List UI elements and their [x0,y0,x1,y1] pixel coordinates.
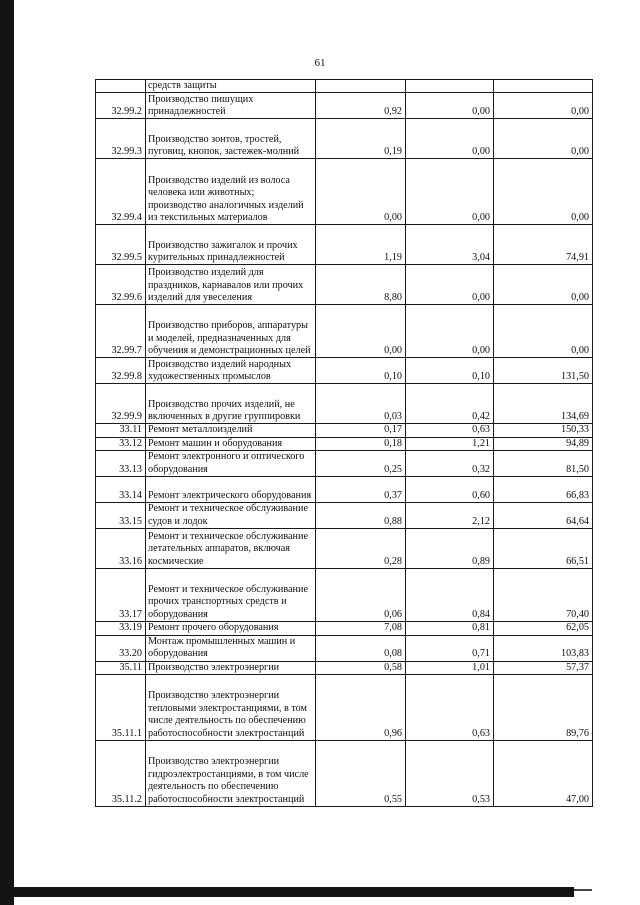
row-value-3: 66,51 [494,529,593,569]
row-value-1: 0,25 [316,451,406,477]
table-row [96,358,593,384]
row-value-2: 1,01 [406,661,494,674]
row-name: Производство прочих изделий, не включенных в другие группировки [146,384,316,424]
row-name: Ремонт и техническое обслуживание прочих транспортных средств и оборудования [146,569,316,622]
table-row [96,384,593,424]
row-value-3: 70,40 [494,569,593,622]
row-value-2: 0,00 [406,119,494,159]
row-code: 32.99.2 [96,93,146,119]
row-value-3: 57,37 [494,661,593,674]
row-value-2: 0,89 [406,529,494,569]
table-row [96,119,593,159]
row-value-3: 0,00 [494,159,593,225]
row-value-3: 0,00 [494,265,593,305]
row-code: 35.11.2 [96,741,146,807]
scan-edge-left [0,0,14,905]
row-value-2: 0,00 [406,159,494,225]
row-value-2: 2,12 [406,503,494,529]
row-name: Ремонт и техническое обслуживание судов и лодок [146,503,316,529]
table-row [96,80,593,93]
row-name: средств защиты [146,80,316,93]
row-code: 33.17 [96,569,146,622]
table-row [96,675,593,741]
row-code: 33.11 [96,424,146,437]
row-name: Монтаж промышленных машин и оборудования [146,635,316,661]
row-code: 33.19 [96,622,146,635]
row-value-2: 0,63 [406,675,494,741]
row-value-3: 94,89 [494,437,593,450]
row-name: Ремонт прочего оборудования [146,622,316,635]
table-row [96,159,593,225]
row-value-3: 62,05 [494,622,593,635]
table-row [96,305,593,358]
row-value-2: 0,10 [406,358,494,384]
row-name: Производство зонтов, тростей, пуговиц, кнопок, застежек-молний [146,119,316,159]
row-value-1: 0,19 [316,119,406,159]
row-value-3: 66,83 [494,477,593,503]
row-name: Ремонт электронного и оптического оборудования [146,451,316,477]
row-value-1: 0,08 [316,635,406,661]
row-value-3: 103,83 [494,635,593,661]
table-row [96,661,593,674]
row-value-2: 1,21 [406,437,494,450]
row-value-1: 7,08 [316,622,406,635]
row-value-1: 8,80 [316,265,406,305]
row-value-3: 134,69 [494,384,593,424]
row-value-1: 0,28 [316,529,406,569]
row-value-1: 0,88 [316,503,406,529]
page-number: 61 [314,57,326,69]
row-code: 32.99.5 [96,225,146,265]
row-name: Ремонт электрического оборудования [146,477,316,503]
row-value-1: 0,96 [316,675,406,741]
row-code [96,80,146,93]
row-value-1: 0,58 [316,661,406,674]
row-code: 33.13 [96,451,146,477]
row-name: Производство приборов, аппаратуры и моделей, предназначенных для обучения и демонстрационных целей [146,305,316,358]
table-row [96,424,593,437]
row-code: 33.12 [96,437,146,450]
row-code: 33.16 [96,529,146,569]
table-row [96,503,593,529]
row-value-1: 0,06 [316,569,406,622]
row-code: 33.14 [96,477,146,503]
scan-edge-bottom-tail [574,889,592,891]
row-value-3: 64,64 [494,503,593,529]
row-code: 32.99.3 [96,119,146,159]
row-value-1: 0,03 [316,384,406,424]
scan-edge-bottom [14,887,574,897]
row-name: Производство пишущих принадлежностей [146,93,316,119]
row-name: Производство изделий для праздников, карнавалов или прочих изделий для увеселения [146,265,316,305]
row-value-3: 150,33 [494,424,593,437]
row-value-3: 47,00 [494,741,593,807]
row-value-1: 0,00 [316,159,406,225]
row-code: 35.11 [96,661,146,674]
row-name: Ремонт металлоизделий [146,424,316,437]
table-row [96,529,593,569]
row-value-2 [406,80,494,93]
table-row [96,635,593,661]
row-name: Производство изделий из волоса человека или животных; производство аналогичных изделий из текстильных материалов [146,159,316,225]
row-value-2: 0,63 [406,424,494,437]
row-value-2: 0,60 [406,477,494,503]
row-value-2: 0,00 [406,265,494,305]
row-value-1: 0,18 [316,437,406,450]
row-value-3: 0,00 [494,119,593,159]
row-value-2: 0,32 [406,451,494,477]
row-value-2: 0,42 [406,384,494,424]
row-value-1: 0,92 [316,93,406,119]
row-code: 33.20 [96,635,146,661]
row-name: Ремонт и техническое обслуживание летательных аппаратов, включая космические [146,529,316,569]
row-code: 32.99.6 [96,265,146,305]
row-value-2: 0,71 [406,635,494,661]
row-value-1: 0,55 [316,741,406,807]
row-value-1: 0,37 [316,477,406,503]
data-table [95,79,593,807]
row-name: Производство изделий народных художественных промыслов [146,358,316,384]
row-value-1: 1,19 [316,225,406,265]
table-row [96,569,593,622]
row-value-2: 0,00 [406,93,494,119]
table-row [96,225,593,265]
table-row [96,477,593,503]
row-value-2: 3,04 [406,225,494,265]
row-value-2: 0,84 [406,569,494,622]
row-value-3: 74,91 [494,225,593,265]
row-value-3: 81,50 [494,451,593,477]
row-code: 32.99.7 [96,305,146,358]
table-row [96,451,593,477]
table-row [96,265,593,305]
row-value-3 [494,80,593,93]
row-name: Ремонт машин и оборудования [146,437,316,450]
row-value-2: 0,53 [406,741,494,807]
row-value-3: 89,76 [494,675,593,741]
row-value-1 [316,80,406,93]
row-value-3: 131,50 [494,358,593,384]
row-value-1: 0,00 [316,305,406,358]
row-code: 32.99.4 [96,159,146,225]
table-row [96,93,593,119]
table-row [96,437,593,450]
row-value-3: 0,00 [494,305,593,358]
row-name: Производство зажигалок и прочих курительных принадлежностей [146,225,316,265]
row-value-1: 0,10 [316,358,406,384]
table-row [96,741,593,807]
row-value-1: 0,17 [316,424,406,437]
row-code: 33.15 [96,503,146,529]
row-name: Производство электроэнергии [146,661,316,674]
row-value-2: 0,81 [406,622,494,635]
row-name: Производство электроэнергии гидроэлектростанциями, в том числе деятельность по обеспечению работоспособности электростанций [146,741,316,807]
row-name: Производство электроэнергии тепловыми электростанциями, в том числе деятельность по обеспечению работоспособности электростанций [146,675,316,741]
row-code: 32.99.8 [96,358,146,384]
row-value-3: 0,00 [494,93,593,119]
row-code: 35.11.1 [96,675,146,741]
table-row [96,622,593,635]
row-code: 32.99.9 [96,384,146,424]
row-value-2: 0,00 [406,305,494,358]
